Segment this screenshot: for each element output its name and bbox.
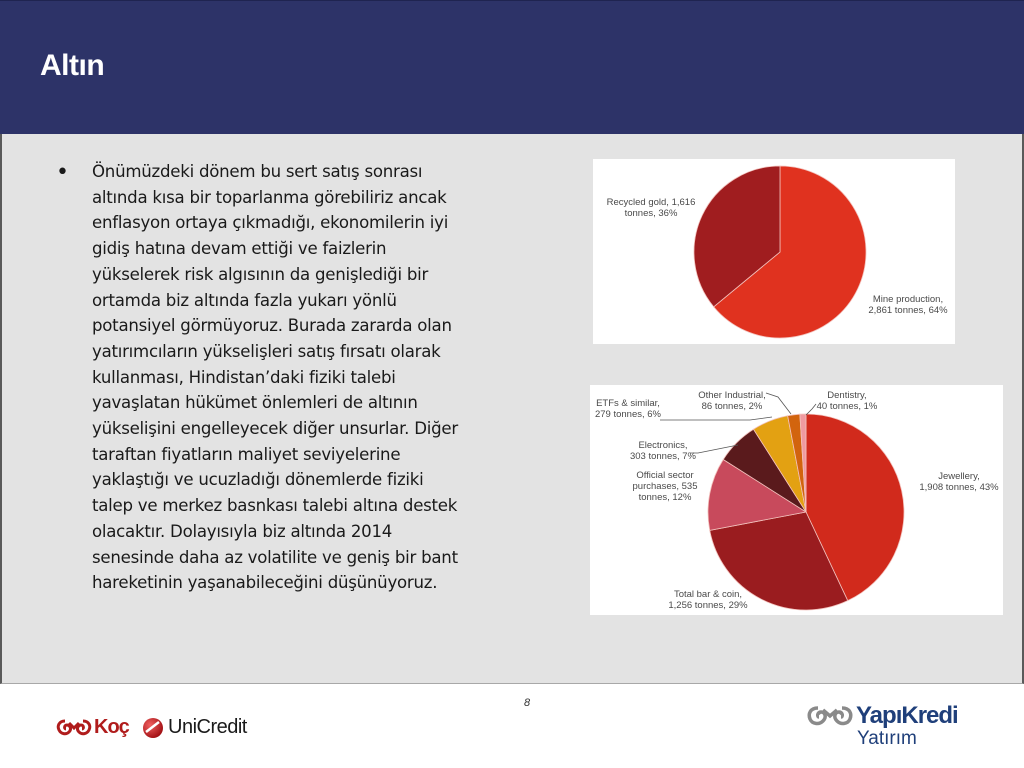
body-line: kullanması, Hindistan’daki fiziki talebi [92, 367, 396, 387]
data-label: tonnes, 12% [638, 492, 692, 503]
body-line: potansiyel görmüyoruz. Burada zararda olan [92, 316, 452, 336]
data-label: Jewellery, [938, 471, 980, 482]
yapikredi-logo-text: YapıKredi [856, 702, 958, 729]
yapikredi-emblem-icon [806, 705, 854, 727]
data-label: 303 tonnes, 7% [629, 451, 697, 462]
body-line: hareketinin yaşanabileceğini düşünüyoruz. [92, 573, 438, 593]
data-label: ETFs & similar, [596, 398, 660, 409]
body-line: talep ve merkez basnkası talebi altına destek [92, 496, 458, 516]
data-label: Recycled gold, 1,616 [606, 197, 696, 208]
unicredit-emblem-icon [142, 717, 164, 739]
supply-pie-svg [593, 159, 955, 344]
data-label: Total bar & coin, [673, 589, 743, 600]
data-label: Mine production, [872, 294, 944, 305]
body-line: senesinde daha az volatilite ve geniş bir bant [92, 547, 458, 567]
slide-header [0, 0, 1024, 134]
data-label: 2,861 tonnes, 64% [868, 305, 948, 316]
koc-logo [56, 716, 129, 739]
demand-pie-chart [590, 385, 1003, 615]
body-line: Önümüzdeki dönem bu sert satış sonrası [92, 162, 423, 181]
data-label: tonnes, 36% [624, 208, 678, 219]
body-line: olacaktır. Dolayısıyla biz altında 2014 [92, 521, 393, 541]
yapikredi-logo-subtitle: Yatırım [857, 728, 917, 749]
koc-logo-text: Koç [94, 716, 129, 738]
data-label: 279 tonnes, 6% [594, 409, 662, 420]
yapikredi-logo [806, 702, 958, 750]
body-paragraph [92, 159, 567, 596]
bullet-icon: • [56, 160, 69, 185]
body-line: gidiş hatına devam ettiği ve faizlerin [92, 239, 387, 259]
slide-title: Altın [40, 49, 105, 82]
demand-pie-svg [590, 385, 1003, 615]
body-line: yükselişini engelleyecek diğer unsurlar. Diğer [92, 419, 458, 439]
data-label: Other Industrial, [698, 390, 766, 401]
data-label: 1,908 tonnes, 43% [919, 482, 999, 493]
data-label: 40 tonnes, 1% [816, 401, 878, 412]
data-label: Official sector [636, 470, 694, 481]
leader-line [660, 417, 772, 420]
data-label: Dentistry, [827, 390, 867, 401]
body-line: yatırımcıların yükselişleri satış fırsatı olarak [92, 341, 441, 361]
supply-pie-chart [593, 159, 955, 344]
body-line: yükselerek risk algısının da genişlediği bir [92, 264, 429, 284]
body-line: altında kısa bir toparlanma görebiliriz ancak [92, 187, 447, 207]
leader-line [766, 393, 791, 414]
unicredit-logo [142, 716, 247, 739]
unicredit-logo-text: UniCredit [168, 716, 247, 738]
body-line: yavaşlatan hükümet önlemleri de altının [92, 393, 418, 413]
data-label: purchases, 535 [632, 481, 698, 492]
page-number: 8 [524, 697, 531, 709]
data-label: 86 tonnes, 2% [701, 401, 763, 412]
body-line: enflasyon ortaya çıkmadığı, ekonomilerin iyi [92, 213, 449, 233]
body-line: yaklaştığı ve ucuzladığı dönemlerde fiziki [92, 470, 424, 490]
data-label: Electronics, [638, 440, 688, 451]
leader-line [806, 404, 816, 415]
data-label: 1,256 tonnes, 29% [668, 600, 748, 611]
body-line: taraftan fiyatların maliyet seviyelerine [92, 444, 401, 464]
koc-emblem-icon [56, 719, 92, 737]
body-line: ortamda biz altında fazla yukarı yönlü [92, 290, 397, 310]
